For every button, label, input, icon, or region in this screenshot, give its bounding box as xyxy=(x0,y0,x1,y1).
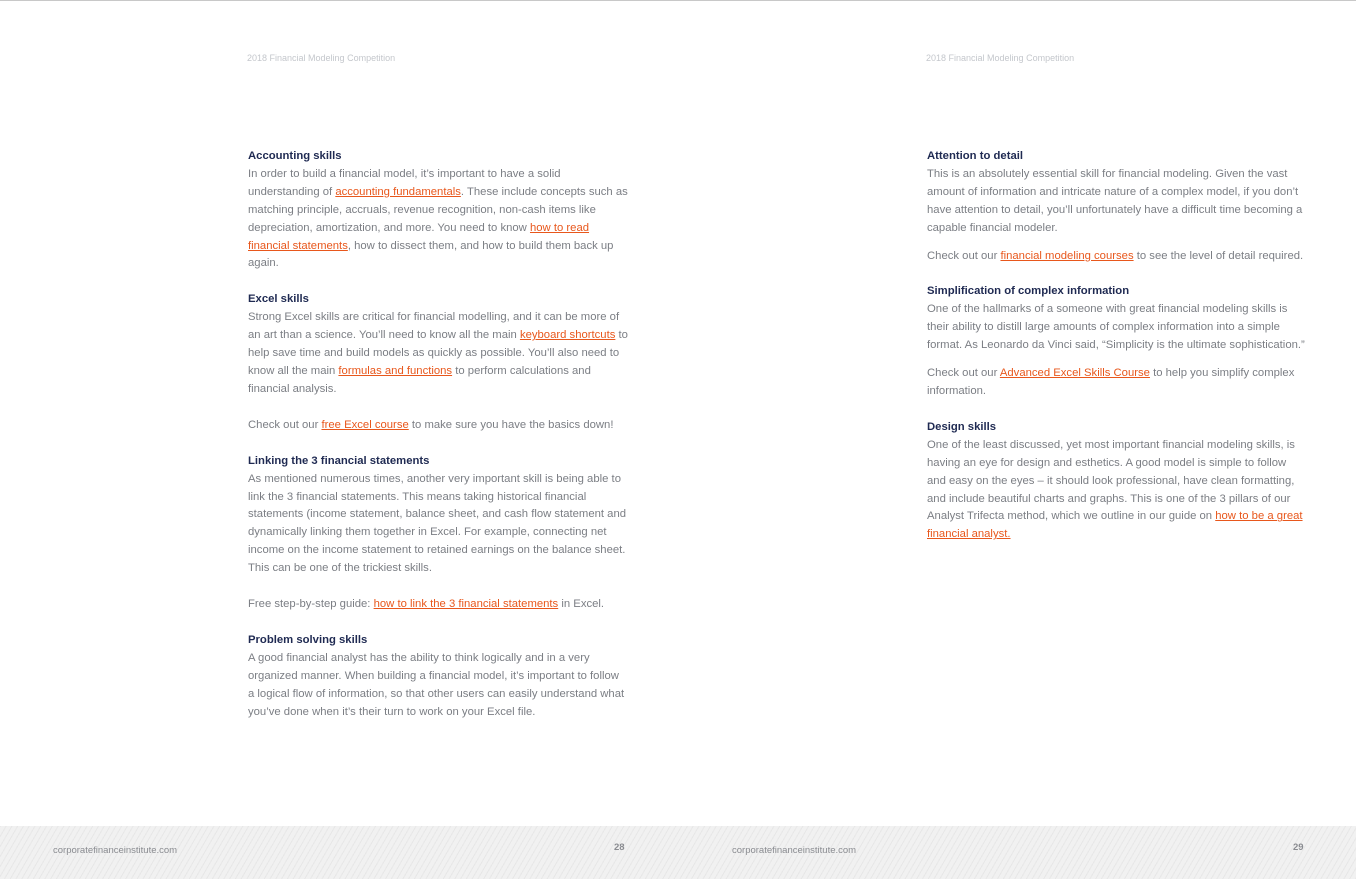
right-page xyxy=(678,0,1356,826)
body-text: in Excel. xyxy=(558,598,605,611)
page-number-right: 29 xyxy=(1293,842,1304,853)
link-free-excel-course[interactable]: free Excel course xyxy=(321,418,409,431)
link-formulas-and-functions[interactable]: formulas and functions xyxy=(338,364,453,377)
excel-skills-section xyxy=(248,291,628,434)
accounting-paragraph xyxy=(248,166,628,273)
section-heading-excel: Excel skills xyxy=(248,293,309,306)
section-heading-simplification: Simplification of complex information xyxy=(927,285,1130,298)
page-footer xyxy=(0,826,1356,879)
link-advanced-excel-skills-course[interactable]: Advanced Excel Skills Course xyxy=(999,367,1150,380)
design-paragraph xyxy=(927,437,1307,544)
problem-solving-paragraph: A good financial analyst has the ability to think logically and in a very organized manner. When building a financial model, it’s important to follow a logical flow of information, so that other users can easily understand what you’ve done when it’s their turn to work on your Excel file. xyxy=(248,651,625,718)
section-heading-attention: Attention to detail xyxy=(927,150,1024,162)
left-page-content xyxy=(248,148,628,739)
accounting-skills-section xyxy=(248,148,628,273)
body-text: , how to dissect them, and how to build them back up again. xyxy=(248,239,614,270)
body-text: to make sure you have the basics down! xyxy=(408,418,614,431)
link-great-financial-analyst[interactable]: how to be a great financial analyst. xyxy=(927,510,1303,541)
body-text: One of the least discussed, yet most important financial modeling skills, is having an eye for design and esthetics. A good model is simple to follow and easy on the eyes – it should look professional, have clean formatting, and include beautiful charts and graphs. This is one of the 3 pillars of our Analyst Trifecta method, which we outline in our guide on xyxy=(927,438,1295,523)
page-number-left: 28 xyxy=(614,842,625,853)
attention-paragraph: This is an absolutely essential skill for financial modeling. Given the vast amount of information and intricate nature of a complex model, if you don’t have attention to detail, you’ll unfortunately have a difficult time becoming a capable financial modeler. xyxy=(927,167,1303,234)
linking-statements-section xyxy=(248,453,628,614)
body-text: Check out our xyxy=(248,418,322,431)
attention-courses-paragraph xyxy=(927,248,1307,266)
problem-solving-section xyxy=(248,632,628,722)
body-text: Strong Excel skills are critical for financial modelling, and it can be more of an art than a science. You’ll need to know all the main xyxy=(248,311,620,342)
link-accounting-fundamentals[interactable]: accounting fundamentals xyxy=(335,185,461,198)
left-running-header: 2018 Financial Modeling Competition xyxy=(247,53,396,63)
body-text: to perform calculations and financial analysis. xyxy=(248,364,591,395)
body-text: to help save time and build models as quickly as possible. You’ll also need to know all the main xyxy=(248,329,628,377)
footer-url-right[interactable]: corporatefinanceinstitute.com xyxy=(732,845,857,856)
body-text: In order to build a financial model, it’s important to have a solid understanding of xyxy=(248,167,561,198)
right-running-header: 2018 Financial Modeling Competition xyxy=(926,53,1075,63)
section-heading-problem-solving: Problem solving skills xyxy=(248,633,368,646)
attention-to-detail-section xyxy=(927,148,1307,265)
section-heading-linking: Linking the 3 financial statements xyxy=(248,454,430,467)
excel-course-paragraph xyxy=(248,417,628,435)
body-text: Free step-by-step guide: xyxy=(248,598,374,611)
simplification-course-paragraph xyxy=(927,365,1307,401)
body-text: to see the level of detail required. xyxy=(1133,249,1304,262)
body-text: . These include concepts such as matching principle, accruals, revenue recognition, non-cash items like depreciation, amortization, and more. You need to know xyxy=(248,185,628,234)
design-skills-section xyxy=(927,419,1307,544)
body-text: to help you simplify complex information. xyxy=(927,367,1295,397)
linking-paragraph: As mentioned numerous times, another very important skill is being able to link the 3 financial statements. This means taking historical financial statements (income statement, balance sheet, and cash flow statement and dynamically linking them together in Excel. For example, connecting net income on the income statement to retained earnings on the balance sheet. This can be one of the trickiest skills. xyxy=(248,472,627,575)
left-page xyxy=(0,0,678,826)
footer-url-left[interactable]: corporatefinanceinstitute.com xyxy=(53,845,178,856)
link-keyboard-shortcuts[interactable]: keyboard shortcuts xyxy=(519,329,616,342)
linking-guide-paragraph xyxy=(248,596,628,614)
link-financial-modeling-courses[interactable]: financial modeling courses xyxy=(1000,249,1134,262)
simplification-paragraph: One of the hallmarks of a someone with great financial modeling skills is their ability to distill large amounts of complex information into a simple format. As Leonardo da Vinci said, “Simplicity is the ultimate sophistication.” xyxy=(927,303,1305,352)
body-text: Check out our xyxy=(927,367,1000,380)
link-how-to-link-statements[interactable]: how to link the 3 financial statements xyxy=(373,598,559,611)
section-heading-accounting: Accounting skills xyxy=(248,150,342,162)
section-heading-design: Design skills xyxy=(927,420,997,433)
body-text: Check out our xyxy=(927,249,1001,262)
right-page-content xyxy=(927,148,1307,562)
link-read-financial-statements[interactable]: how to read financial statements xyxy=(248,221,590,252)
excel-paragraph xyxy=(248,309,628,399)
simplification-section xyxy=(927,283,1307,400)
